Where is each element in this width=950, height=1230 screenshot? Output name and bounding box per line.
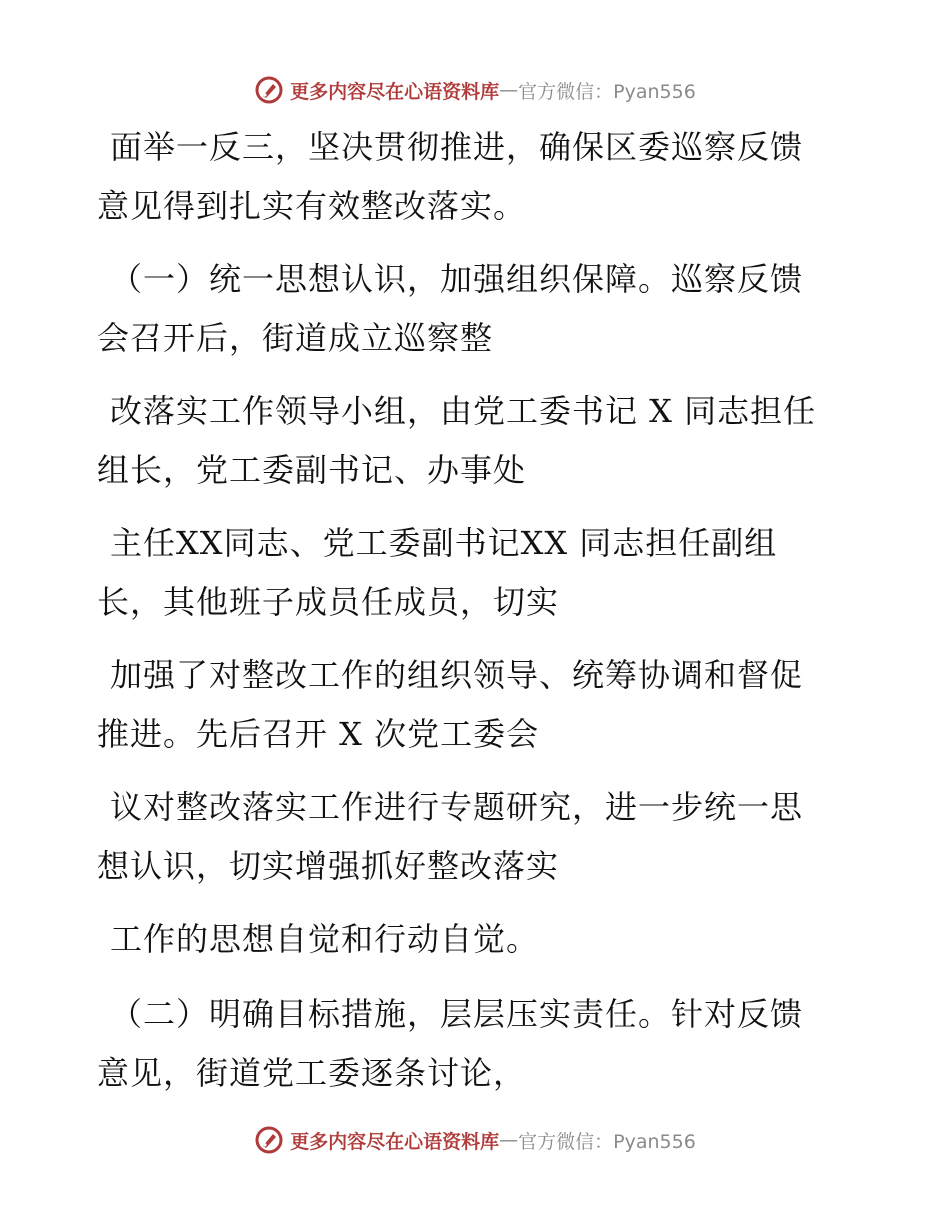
banner-dash: — bbox=[499, 1129, 519, 1151]
pen-nib-logo-icon bbox=[254, 75, 284, 105]
body-line: （一）统一思想认识，加强组织保障。巡察反馈 bbox=[110, 260, 804, 298]
banner-wechat-text: 官方微信：Pyan556 bbox=[518, 80, 696, 103]
banner-main-text: 更多内容尽在心语资料库 bbox=[290, 1130, 500, 1153]
header-watermark-banner bbox=[0, 70, 950, 110]
body-line: 面举一反三，坚决贯彻推进，确保区委巡察反馈 bbox=[110, 128, 804, 166]
body-line: 长，其他班子成员任成员，切实 bbox=[97, 583, 560, 621]
body-line: 加强了对整改工作的组织领导、统筹协调和督促 bbox=[110, 656, 804, 694]
body-line: 改落实工作领导小组，由党工委书记 X 同志担任 bbox=[110, 392, 817, 430]
body-line: 推进。先后召开 X 次党工委会 bbox=[97, 715, 540, 753]
body-line: 主任XX同志、党工委副书记XX 同志担任副组 bbox=[110, 524, 778, 562]
body-line: 想认识，切实增强抓好整改落实 bbox=[97, 847, 560, 885]
body-line: 意见，街道党工委逐条讨论， bbox=[97, 1054, 527, 1092]
banner-main-text: 更多内容尽在心语资料库 bbox=[290, 80, 500, 103]
footer-watermark-banner bbox=[0, 1120, 950, 1160]
banner-dash: — bbox=[499, 79, 519, 101]
body-line: （二）明确目标措施，层层压实责任。针对反馈 bbox=[110, 995, 804, 1033]
body-line: 工作的思想自觉和行动自觉。 bbox=[110, 920, 540, 958]
body-line: 意见得到扎实有效整改落实。 bbox=[97, 187, 527, 225]
banner-wechat-text: 官方微信：Pyan556 bbox=[518, 1130, 696, 1153]
body-line: 议对整改落实工作进行专题研究，进一步统一思 bbox=[110, 788, 804, 826]
body-line: 会召开后，街道成立巡察整 bbox=[97, 319, 494, 357]
body-line: 组长，党工委副书记、办事处 bbox=[97, 451, 527, 489]
pen-nib-logo-icon bbox=[254, 1125, 284, 1155]
